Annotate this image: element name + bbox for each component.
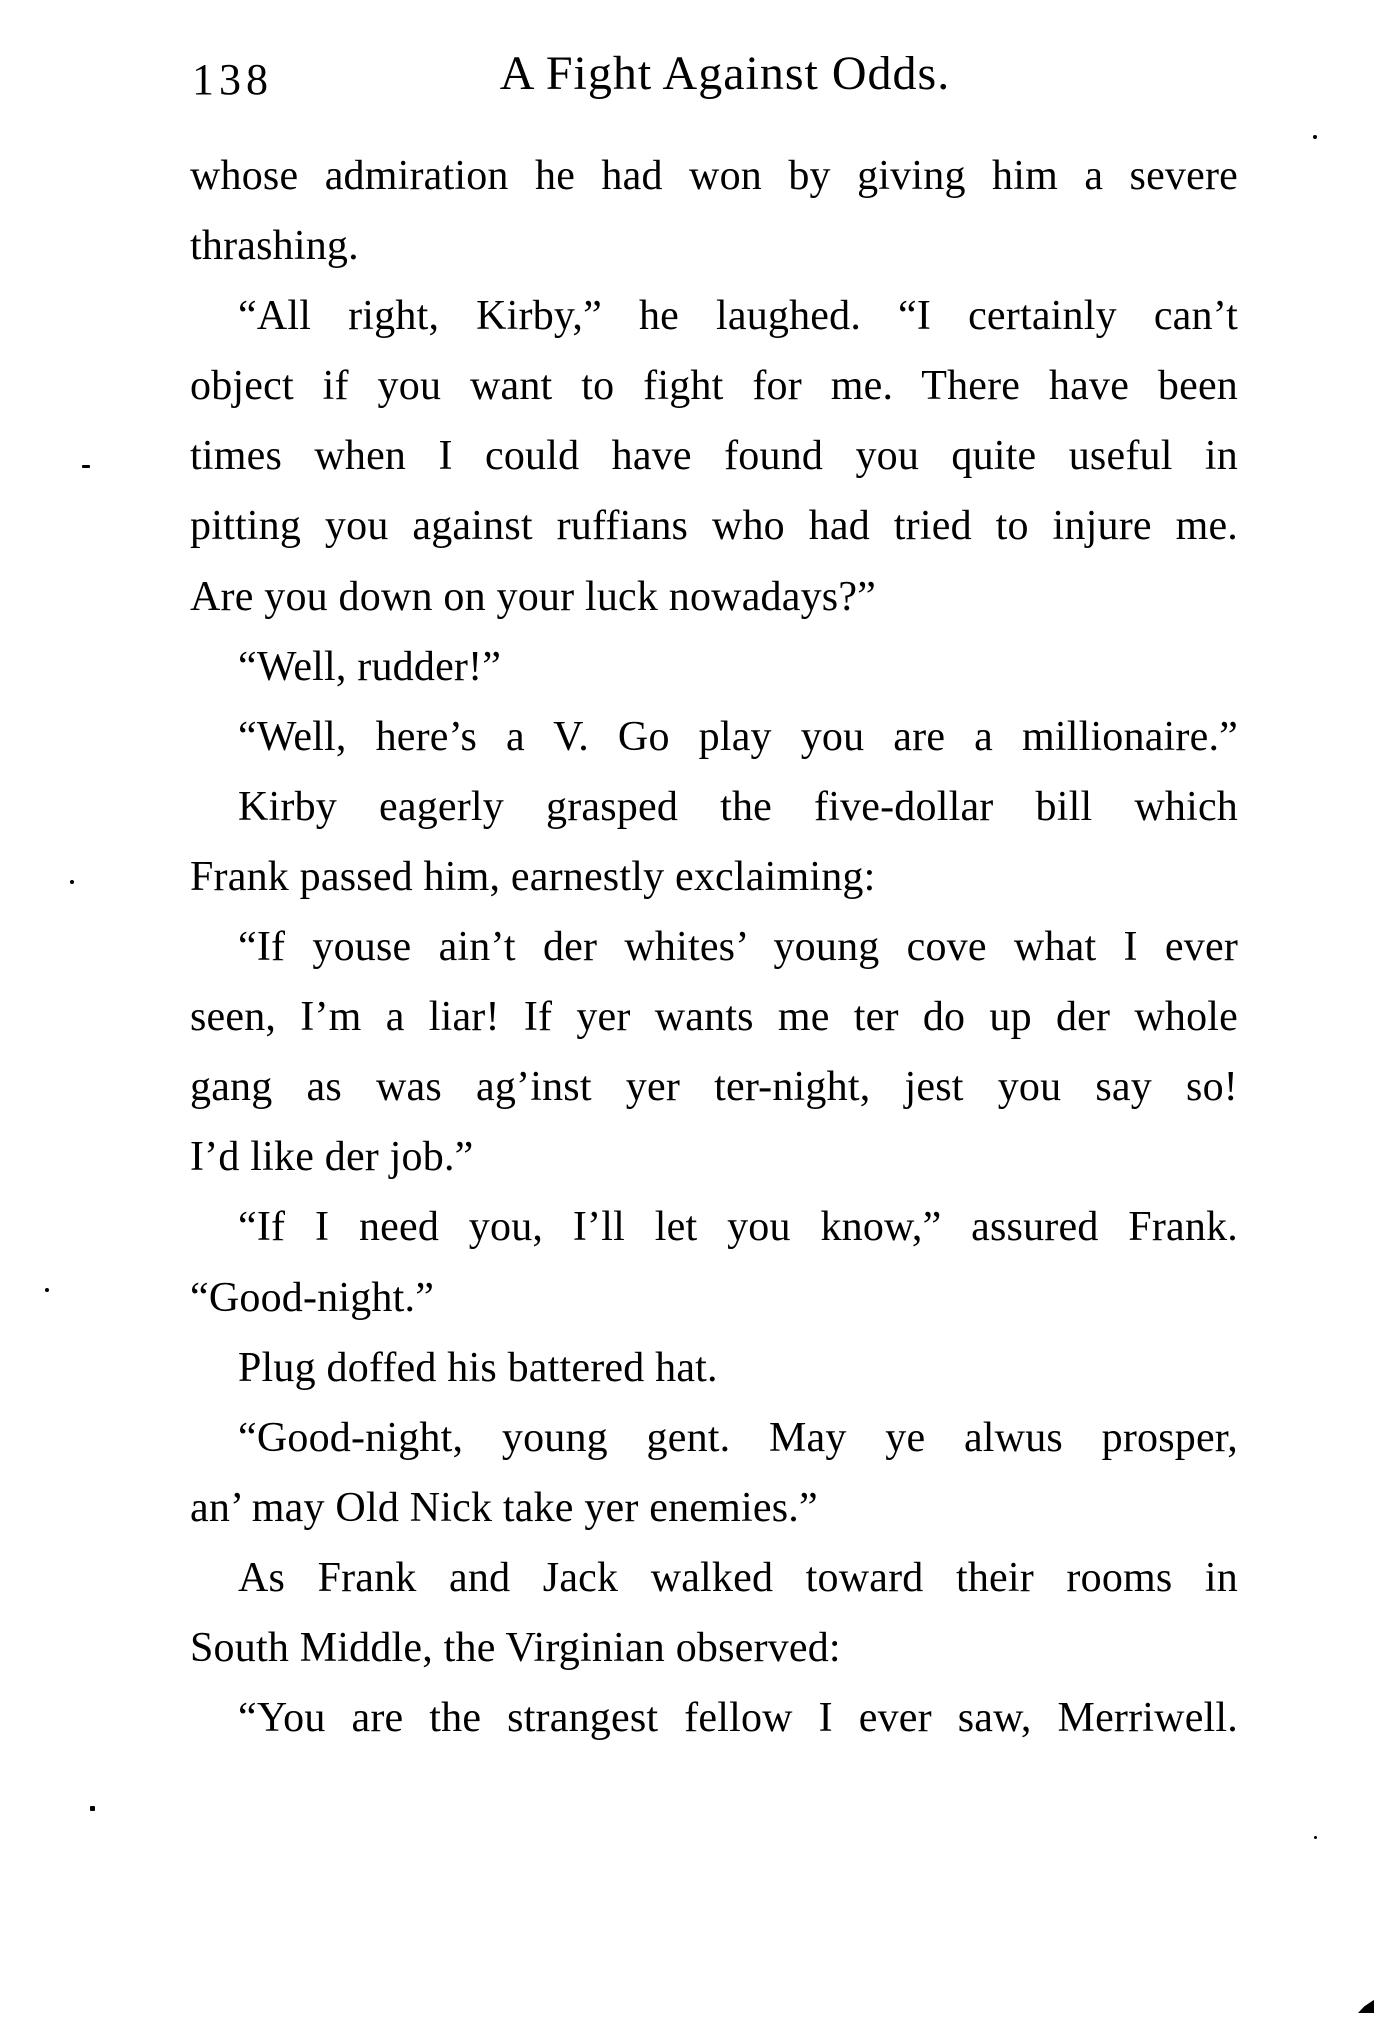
scan-speck — [70, 880, 74, 884]
text-line: gang as was ag’inst yer ter-night, jest you say so! — [190, 1064, 1238, 1111]
paragraph — [190, 1192, 1238, 1332]
paragraph — [190, 1403, 1238, 1543]
text-line: “If I need you, I’ll let you know,” assured Frank. — [238, 1204, 1238, 1251]
paragraph — [190, 632, 1238, 702]
running-title: A Fight Against Odds. — [499, 47, 951, 100]
paragraph — [190, 1543, 1238, 1683]
page-text — [190, 141, 1238, 1753]
paragraph — [190, 702, 1238, 772]
text-line: “Good-night, young gent. May ye alwus prosper, — [238, 1414, 1238, 1461]
text-line: whose admiration he had won by giving him a severe — [190, 153, 1238, 199]
paragraph — [190, 1333, 1238, 1403]
page-number: 138 — [192, 55, 273, 104]
text-line: “Well, rudder!” — [238, 643, 502, 690]
text-line: “You are the strangest fellow I ever saw, Merriwell. — [238, 1695, 1238, 1742]
text-line: South Middle, the Virginian observed: — [190, 1624, 841, 1671]
text-line: Plug doffed his battered hat. — [238, 1344, 718, 1391]
scan-speck — [45, 1288, 49, 1292]
text-line: times when I could have found you quite useful in — [190, 433, 1238, 480]
text-line: Frank passed him, earnestly exclaiming: — [190, 853, 876, 900]
text-line: As Frank and Jack walked toward their rooms in — [238, 1554, 1238, 1601]
text-line: “Well, here’s a V. Go play you are a millionaire.” — [238, 713, 1238, 760]
scan-speck — [82, 465, 90, 468]
running-header — [190, 46, 1238, 110]
text-line: Kirby eagerly grasped the five-dollar bill which — [238, 783, 1238, 830]
text-line: an’ may Old Nick take yer enemies.” — [190, 1484, 818, 1531]
scan-speck — [1314, 1836, 1317, 1839]
paragraph — [190, 772, 1238, 912]
scan-speck — [90, 1806, 95, 1811]
text-line: “All right, Kirby,” he laughed. “I certainly can’t — [238, 293, 1238, 340]
paragraph — [190, 1683, 1238, 1753]
text-line: seen, I’m a liar! If yer wants me ter do up der whole — [190, 994, 1238, 1041]
text-line: object if you want to fight for me. There have been — [190, 363, 1238, 410]
text-line: I’d like der job.” — [190, 1134, 474, 1181]
scan-corner-artifact — [1358, 1997, 1374, 2013]
paragraph — [190, 281, 1238, 631]
text-line: pitting you against ruffians who had tried to injure me. — [190, 503, 1238, 550]
paragraph — [190, 141, 1238, 281]
paragraph — [190, 912, 1238, 1192]
scan-speck — [1313, 135, 1317, 139]
text-line: thrashing. — [190, 223, 359, 270]
text-line: “Good-night.” — [190, 1274, 435, 1321]
text-line: Are you down on your luck nowadays?” — [190, 573, 877, 620]
text-line: “If youse ain’t der whites’ young cove what I ever — [238, 924, 1238, 971]
